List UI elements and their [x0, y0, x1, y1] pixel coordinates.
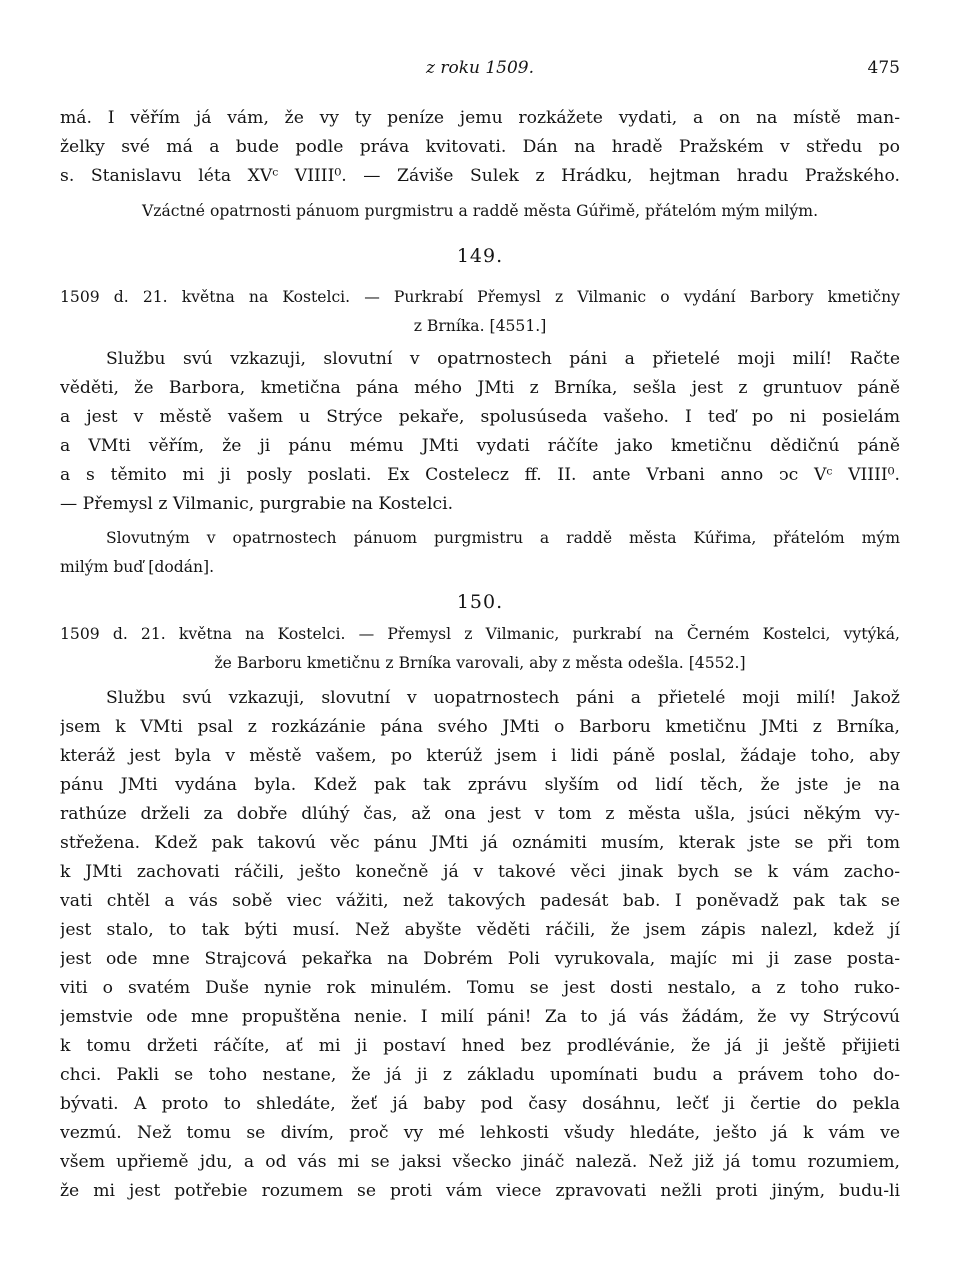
running-head-title: z roku 1509.	[425, 58, 535, 78]
text-line: jest stalo, to tak býti musí. Než abyšte věděti ráčili, že jsem zápis nalezl, kdež jí	[60, 920, 900, 940]
text-line: vati chtěl a vás sobě viec vážiti, než takových padesát bab. I poněvadž pak tak se	[60, 891, 900, 911]
text-line: bývati. A proto to shledáte, žeť já baby pod časy dosáhnu, lečť ji čertie do pekla	[60, 1094, 900, 1114]
text-line: a VMti věřím, že ji pánu mému JMti vydati ráčíte jako kmetičnu dědičnú páně	[60, 436, 900, 456]
regest-line: že Barboru kmetičnu z Brníka varovali, aby z města odešla. [4552.]	[214, 654, 746, 672]
text-line: k JMti zachovati ráčili, ješto konečně já v takové věci jinak bych se k vám zacho-	[60, 862, 900, 882]
address-149	[60, 524, 900, 582]
text-line: a jest v městě vašem u Strýce pekaře, spolusúseda vašeho. I teď po ni posielám	[60, 407, 900, 427]
text-line: pánu JMti vydána byla. Kdež pak tak zprávu slyším od lidí těch, že jste je na	[60, 775, 900, 795]
document-page	[60, 0, 900, 1280]
regest-line: 1509 d. 21. května na Kostelci. — Purkrabí Přemysl z Vilmanic o vydání Barbory kmetičny	[60, 288, 900, 306]
text-line: a s těmito mi ji posly poslati. Ex Costelecz ff. II. ante Vrbani anno ↄc Vᶜ VIIII⁰.	[60, 465, 900, 485]
text-line: — Přemysl z Vilmanic, purgrabie na Kostelci.	[60, 494, 454, 514]
text-line: želky své má a bude podle práva kvitovati. Dán na hradě Pražském v středu po	[60, 137, 900, 157]
text-line: k tomu držeti ráčíte, ať mi ji postaví hned bez prodlévánie, že já ji ještě přijieti	[60, 1036, 900, 1056]
text-line: Službu svú vzkazuji, slovutní v opatrnostech páni a přietelé moji milí! Račte	[106, 349, 900, 369]
body-149	[60, 345, 900, 519]
document-number-150: 150.	[456, 591, 504, 613]
text-line: chci. Pakli se toho nestane, že já ji z základu upomínati budu a právem toho do-	[60, 1065, 900, 1085]
opening-address	[60, 197, 900, 226]
text-line: kteráž jest byla v městě vašem, po kterúž jsem i lidi páně poslal, žádaje toho, aby	[60, 746, 900, 766]
text-line: rathúze drželi za dobře dlúhý čas, až ona jest v tom z města ušla, jsúci někým vy-	[60, 804, 900, 824]
regest-line: z Brníka. [4551.]	[413, 317, 547, 335]
regest-line: 1509 d. 21. května na Kostelci. — Přemysl z Vilmanic, purkrabí na Černém Kostelci, vytýká,	[60, 625, 900, 643]
text-line: Službu svú vzkazuji, slovutní v uopatrnostech páni a přietelé moji milí! Jakož	[106, 688, 900, 708]
regest-149	[60, 283, 900, 341]
address-line: Vzáctné opatrnosti pánuom purgmistru a raddě města Gúřimě, přátelóm mým milým.	[141, 202, 819, 220]
text-line: že mi jest potřebie rozumem se proti vám viece zpravovati nežli proti jiným, budu-li	[60, 1181, 900, 1201]
opening-paragraph	[60, 104, 900, 191]
running-head	[60, 58, 900, 84]
text-line: jemstvie ode mne propuštěna nenie. I milí páni! Za to já vás žádám, že vy Strýcovú	[60, 1007, 900, 1027]
text-line: jest ode mne Strajcová pekařka na Dobrém Poli vyrukovala, majíc mi ji zase posta-	[60, 949, 900, 969]
text-line: všem upřiemě jdu, a od vás mi se jaksi všecko jináč naleză. Než již já tomu rozumiem,	[60, 1152, 900, 1172]
text-line: věděti, že Barbora, kmetična pána mého JMti z Brníka, sešla jest z gruntuov páně	[60, 378, 900, 398]
text-line: viti o svatém Duše nynie rok minulém. Tomu se jest dosti nestalo, a z toho ruko-	[60, 978, 900, 998]
text-line: s. Stanislavu léta XVᶜ VIIII⁰. — Záviše Sulek z Hrádku, hejtman hradu Pražského.	[60, 166, 900, 186]
page-number: 475	[867, 58, 900, 78]
text-line: střežena. Kdež pak takovú věc pánu JMti já oznámiti musím, kterak jste se při tom	[60, 833, 900, 853]
text-line: vezmú. Než tomu se divím, proč vy mé lehkosti všudy hledáte, ješto já k vám ve	[60, 1123, 900, 1143]
address-line: Slovutným v opatrnostech pánuom purgmistru a raddě města Kúřima, přátelóm mým	[106, 529, 900, 547]
document-number-149: 149.	[456, 245, 504, 267]
text-line: jsem k VMti psal z rozkázánie pána svého JMti o Barboru kmetičnu JMti z Brníka,	[60, 717, 900, 737]
address-line: milým buď [dodán].	[60, 558, 215, 576]
body-150	[60, 684, 900, 1206]
text-line: má. I věřím já vám, že vy ty peníze jemu rozkážete vydati, a on na místě man-	[60, 108, 900, 128]
regest-150	[60, 620, 900, 678]
